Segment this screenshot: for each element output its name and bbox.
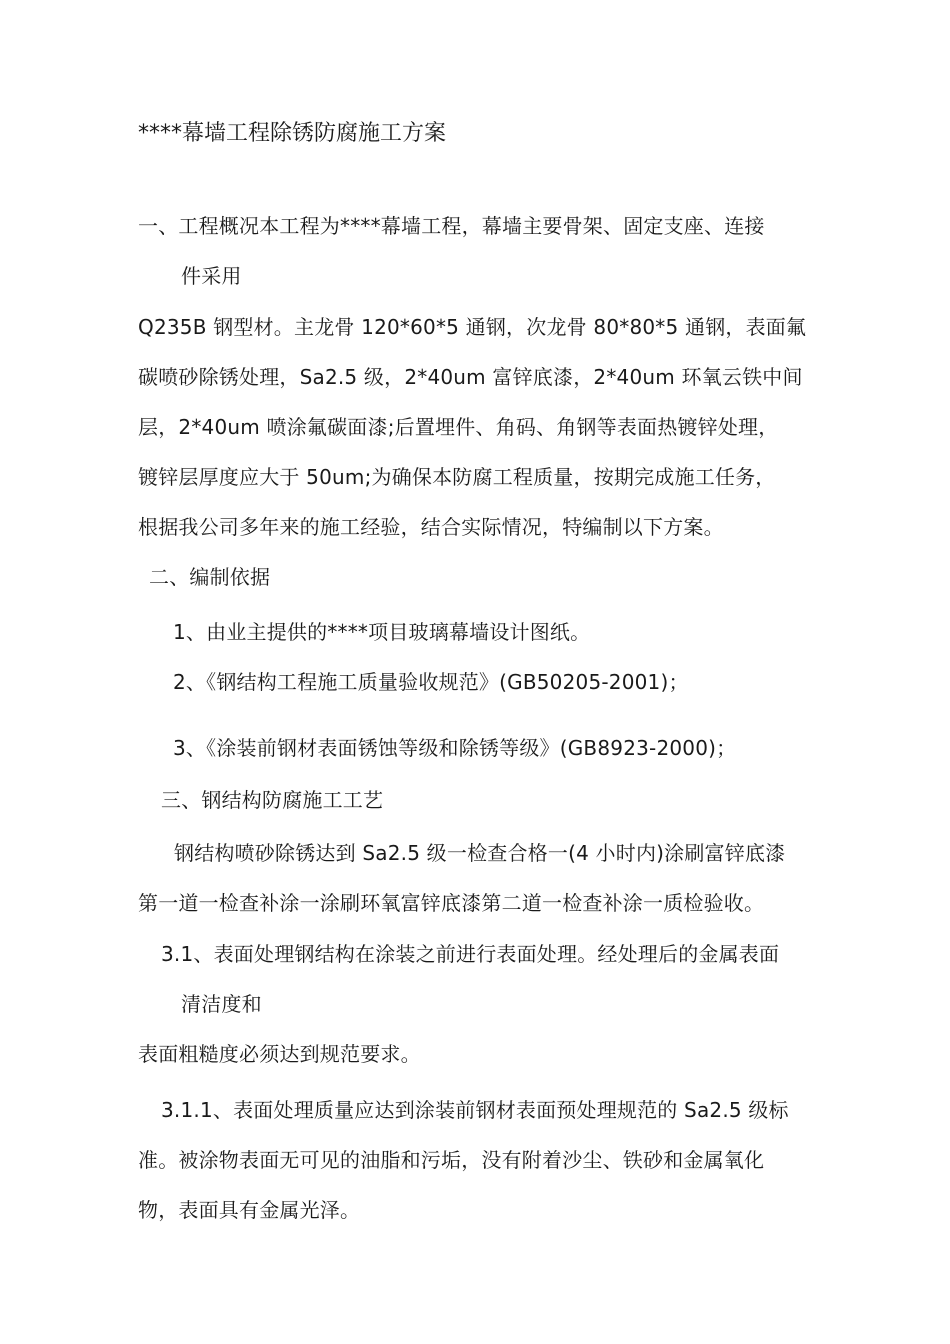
paragraph-line-4: 碳喷砂除锈处理，Sa2.5 级，2*40um 富锌底漆，2*40um 环氧云铁中间: [138, 365, 803, 389]
subsection-3-1-line-1: 3.1、表面处理钢结构在涂装之前进行表面处理。经处理后的金属表面: [161, 942, 780, 966]
paragraph-line-7: 根据我公司多年来的施工经验，结合实际情况，特编制以下方案。: [138, 515, 724, 539]
subsection-3-1-1-line-3: 物，表面具有金属光泽。: [138, 1198, 361, 1222]
section-3-heading: 三、钢结构防腐施工工艺: [161, 788, 384, 812]
basis-item-1: 1、由业主提供的****项目玻璃幕墙设计图纸。: [173, 620, 591, 644]
section-2-heading: 二、编制依据: [149, 565, 271, 589]
basis-item-2: 2、《钢结构工程施工质量验收规范》(GB50205-2001)；: [173, 670, 689, 694]
section-1-line-1: 一、工程概况本工程为****幕墙工程，幕墙主要骨架、固定支座、连接: [138, 214, 765, 238]
paragraph-line-6: 镀锌层厚度应大于 50um;为确保本防腐工程质量，按期完成施工任务，: [138, 465, 776, 489]
process-line-2: 第一道一检查补涂一涂刷环氧富锌底漆第二道一检查补涂一质检验收。: [138, 891, 765, 915]
paragraph-line-3: Q235B 钢型材。主龙骨 120*60*5 通钢，次龙骨 80*80*5 通钢，表面氟: [138, 315, 807, 339]
subsection-3-1-line-3: 表面粗糙度必须达到规范要求。: [138, 1042, 421, 1066]
subsection-3-1-1-line-2: 准。被涂物表面无可见的油脂和污垢，没有附着沙尘、铁砂和金属氧化: [138, 1148, 765, 1172]
section-1-line-2: 件采用: [181, 264, 242, 288]
process-line-1: 钢结构喷砂除锈达到 Sa2.5 级一检查合格一(4 小时内)涂刷富锌底漆: [174, 841, 786, 865]
subsection-3-1-line-2: 清洁度和: [181, 992, 262, 1016]
basis-item-3: 3、《涂装前钢材表面锈蚀等级和除锈等级》(GB8923-2000)；: [173, 736, 737, 760]
document-title: ****幕墙工程除锈防腐施工方案: [138, 121, 447, 146]
subsection-3-1-1-line-1: 3.1.1、表面处理质量应达到涂装前钢材表面预处理规范的 Sa2.5 级标: [161, 1098, 789, 1122]
paragraph-line-5: 层，2*40um 喷涂氟碳面漆;后置埋件、角码、角钢等表面热镀锌处理，: [138, 415, 779, 439]
